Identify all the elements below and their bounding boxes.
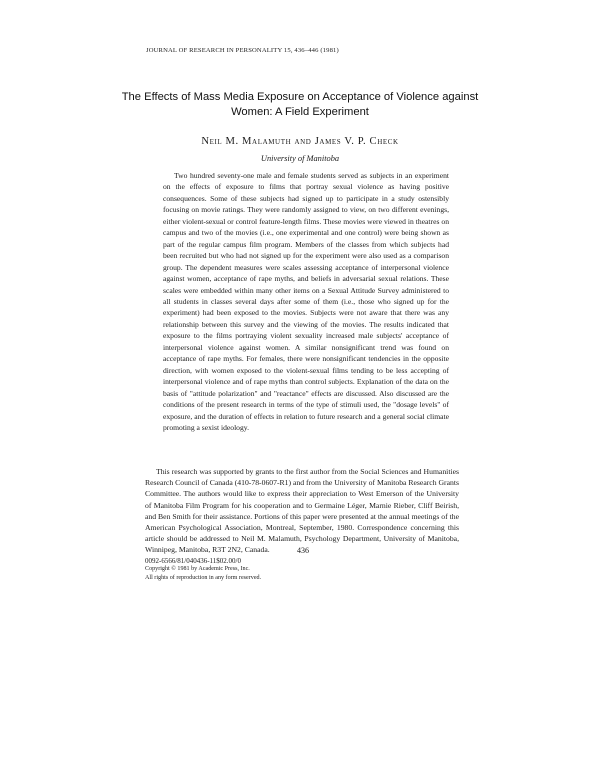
author-names: Neil M. Malamuth and James V. P. Check (201, 136, 399, 147)
page-number: 436 (297, 546, 309, 555)
copyright-block (145, 557, 365, 582)
author-affiliation: University of Manitoba (260, 154, 340, 163)
rights-line: All rights of reproduction in any form reserved. (145, 574, 262, 581)
acknowledgment-footnote: This research was supported by grants to the first author from the Social Sciences and Humanities Research Council of Canada (410-78-0607-R1) and from the University of Manitoba Research Grants Committee. The authors would like to express their appreciation to West Emerson of the University of Manitoba Film Program for his cooperation and to Germaine Léger, Marnie Rieber, Cliff Beirish, and Ben Smith for their assistance. Portions of this paper were presented at the annual meetings of the American Psychological Association, Montreal, September, 1980. Correspondence concerning this article should be addressed to Neil M. Malamuth, Psychology Department, University of Manitoba, Winnipeg, Manitoba, R3T 2N2, Canada. (145, 467, 459, 555)
abstract-paragraph: Two hundred seventy-one male and female students served as subjects in an experiment on the effects of exposure to films that portray sexual violence as having positive consequences. Some of these subjects had signed up to participate in a study ostensibly focusing on movie ratings. They were randomly assigned to view, on two different evenings, either violent-sexual or control feature-length films. These movies were viewed in theatres on campus and two of the movies (i.e., one experimental and one control) were being shown as part of the regular campus film program. Members of the classes from which subjects had been recruited but who had not signed up for the experiment were also used as a comparison group. The dependent measures were scales assessing acceptance of interpersonal violence against women, acceptance of rape myths, and beliefs in adversarial sexual relations. These scales were embedded within many other items on a Sexual Attitude Survey administered to all students in classes several days after some of them (i.e., those who signed up for the experiment) had been exposed to the movies. Subjects were not aware that there was any relationship between this survey and the viewing of the movies. The results indicated that exposure to the films portraying violent sexuality increased male subjects' acceptance of interpersonal violence against women. A similar nonsignificant trend was found on acceptance of rape myths. For females, there were nonsignificant tendencies in the opposite direction, with women exposed to the violent-sexual films tending to be less accepting of interpersonal violence and of rape myths than control subjects. Explanation of the data on the basis of "attitude polarization" and "reactance" effects are discussed. Also discussed are the conditions of the present research in terms of the type of stimuli used, the "dosage levels" of exposure, and the duration of effects in relation to future research and a general social climate promoting a sexist ideology. (163, 171, 449, 432)
running-head: JOURNAL OF RESEARCH IN PERSONALITY 15, 436–446 (1981) (146, 47, 339, 54)
issn-code: 0092-6566/81/040436-11$02.00/0 (145, 557, 241, 565)
article-title: The Effects of Mass Media Exposure on Acceptance of Violence against Women: A Field Experiment (121, 91, 479, 118)
copyright-line: Copyright © 1981 by Academic Press, Inc. (145, 566, 250, 573)
